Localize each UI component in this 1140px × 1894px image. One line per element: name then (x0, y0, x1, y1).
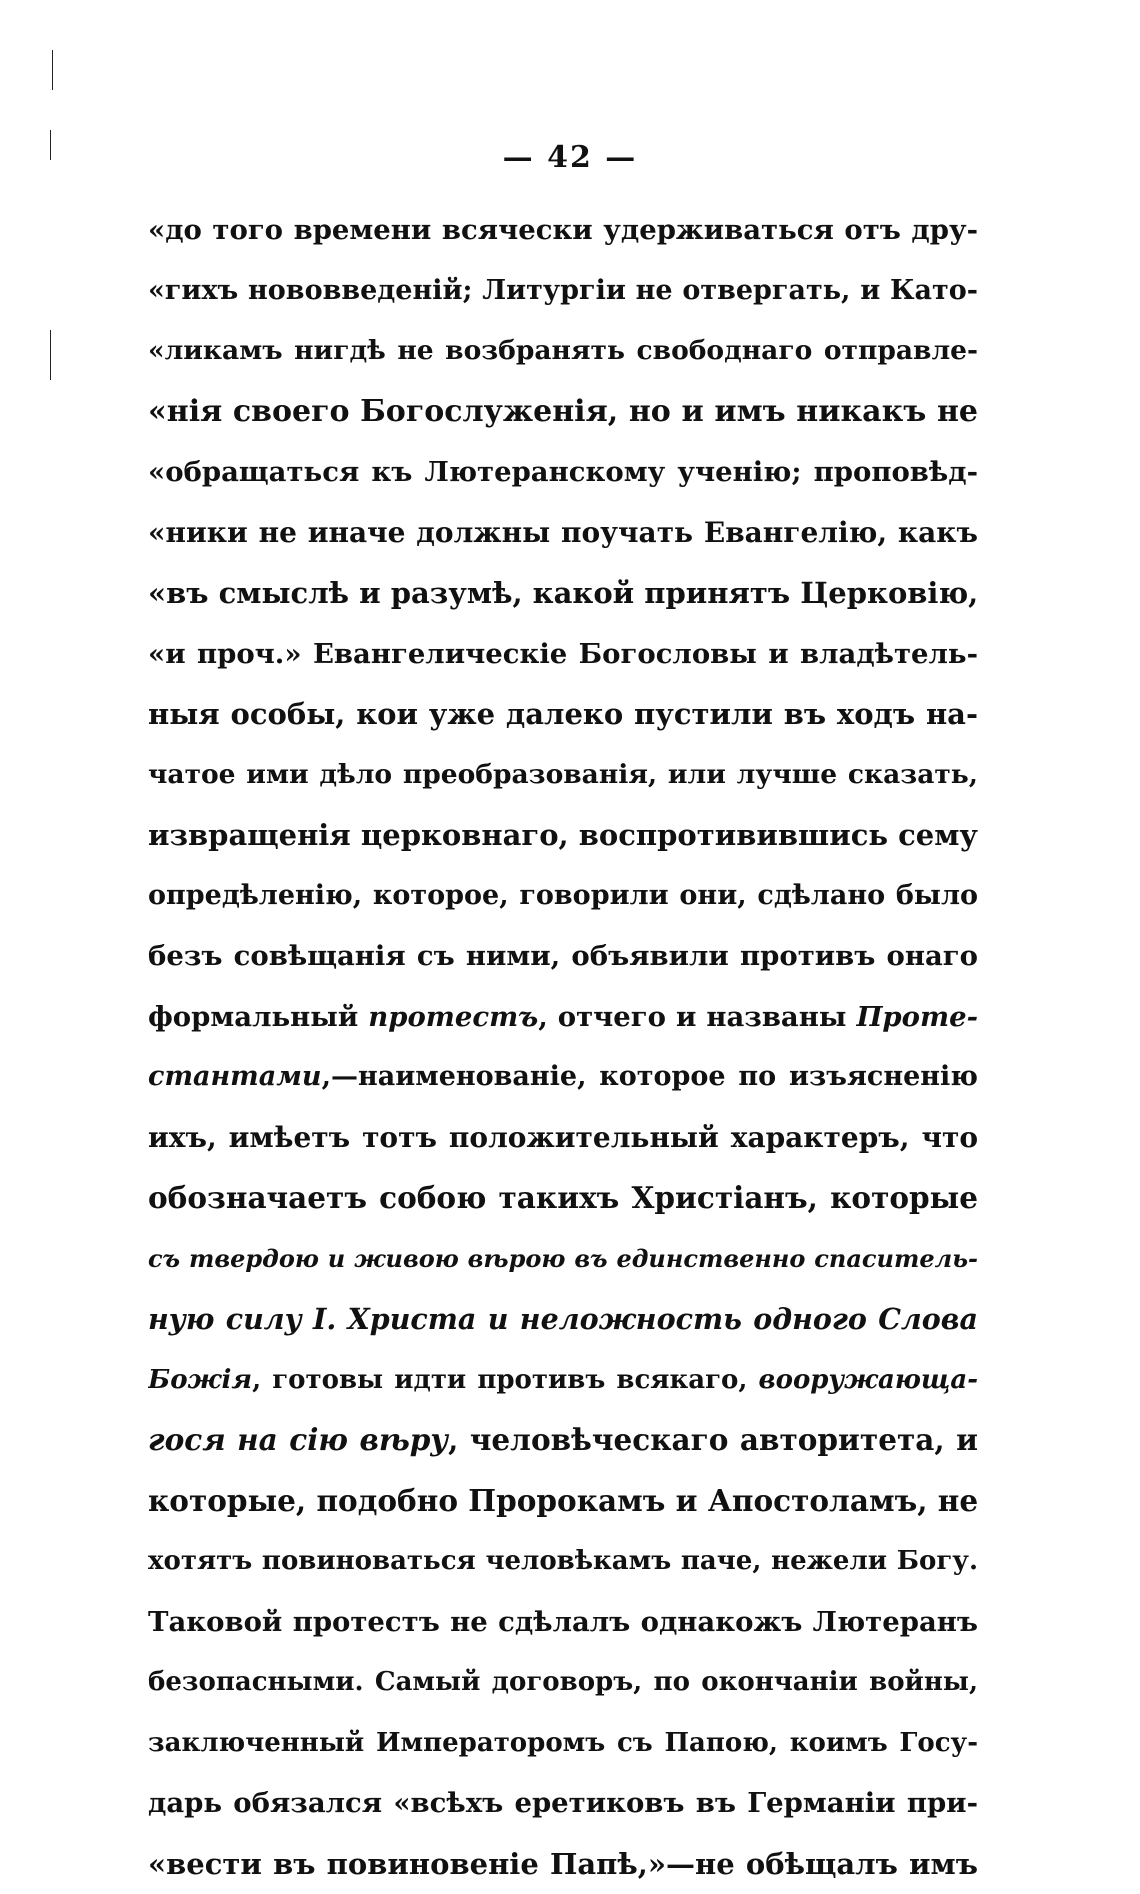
italic-text: стантами (148, 1061, 322, 1092)
margin-mark (50, 330, 51, 380)
text-line (148, 1531, 978, 1592)
text-run: Таковой протестъ не сдѣлалъ однакожъ Лютеранъ (148, 1606, 978, 1638)
text-run: , отчего и названы (538, 1001, 856, 1033)
text-run: обозначаетъ собою такихъ Христіанъ, которые (148, 1180, 978, 1215)
text-line (148, 987, 978, 1048)
italic-text: вооружающа- (759, 1365, 978, 1395)
text-line (148, 1108, 978, 1169)
text-line (148, 321, 978, 382)
text-line (148, 200, 978, 261)
text-line (148, 624, 978, 685)
text-run: хотятъ повиноваться человѣкамъ паче, нежели Богу. (148, 1546, 978, 1576)
text-line (148, 442, 978, 503)
text-line (148, 503, 978, 564)
text-line (148, 1713, 978, 1774)
margin-mark (52, 50, 53, 90)
text-line (148, 1168, 978, 1229)
text-run: «вести въ повиновеніе Папѣ,»—не обѣщалъ имъ (148, 1847, 978, 1881)
text-run: ихъ, имѣетъ тотъ положительный характеръ, что (148, 1121, 978, 1154)
text-line (148, 1652, 978, 1713)
italic-text: Божія (148, 1365, 252, 1395)
text-line (148, 1047, 978, 1108)
text-run: «гихъ нововведеній; Литургіи не отвергать, и Като- (148, 275, 978, 306)
text-line (148, 1229, 978, 1290)
italic-text: ную силу І. Христа и неложность одного Слова (148, 1302, 978, 1336)
text-line (148, 1834, 978, 1894)
text-run: , человѣческаго авторитета, и (448, 1422, 978, 1457)
text-line (148, 563, 978, 624)
body-text (148, 200, 978, 1894)
text-run: извращенія церковнаго, воспротивившись сему (148, 818, 978, 852)
italic-text: гося на сію вѣру (148, 1422, 448, 1457)
text-line (148, 1773, 978, 1834)
text-run: «нія своего Богослуженія, но и имъ никакъ не (148, 394, 978, 429)
text-run: формальный (148, 1001, 368, 1033)
text-line (148, 1592, 978, 1653)
text-run: безопасными. Самый договоръ, по окончаніи войны, (148, 1667, 978, 1697)
page-number: — 42 — (0, 140, 1140, 175)
text-run: заключенный Императоромъ съ Папою, коимъ Госу- (148, 1728, 978, 1758)
text-line (148, 1350, 978, 1411)
text-line (148, 382, 978, 443)
text-line (148, 1410, 978, 1471)
text-line (148, 805, 978, 866)
text-run: опредѣленію, которое, говорили они, сдѣлано было (148, 880, 978, 911)
italic-text: протестъ (368, 1001, 538, 1033)
text-line (148, 745, 978, 806)
text-run: «до того времени всячески удерживаться отъ дру- (148, 214, 978, 246)
text-line (148, 1471, 978, 1532)
text-run: ныя особы, кои уже далеко пустили въ ходъ на- (148, 697, 978, 731)
text-line (148, 261, 978, 322)
text-run: «ликамъ нигдѣ не возбранять свободнаго отправле- (148, 335, 978, 366)
text-run: «и проч.» Евангелическіе Богословы и владѣтель- (148, 638, 978, 670)
text-line (148, 684, 978, 745)
text-run: «обращаться къ Лютеранскому ученію; проповѣд- (148, 456, 978, 488)
text-line (148, 926, 978, 987)
text-run: «ники не иначе должны поучать Евангелію, какъ (148, 516, 978, 549)
text-run: безъ совѣщанія съ ними, объявили противъ онаго (148, 940, 978, 972)
text-run: ,—наименованіе, которое по изъясненію (322, 1061, 978, 1092)
text-line (148, 866, 978, 927)
text-run: , готовы идти противъ всякаго, (252, 1365, 758, 1395)
text-run: которые, подобно Пророкамъ и Апостоламъ, не (148, 1483, 978, 1518)
italic-text: съ твердою и живою вѣрою въ единственно спаситель- (148, 1244, 978, 1273)
text-run: дарь обязался «всѣхъ еретиковъ въ Германіи при- (148, 1787, 978, 1819)
text-line (148, 1289, 978, 1350)
text-run: «въ смыслѣ и разумѣ, какой принятъ Церковію, (148, 576, 978, 610)
text-run: чатое ими дѣло преобразованія, или лучше сказать, (148, 759, 978, 790)
italic-text: Проте- (856, 1001, 978, 1033)
